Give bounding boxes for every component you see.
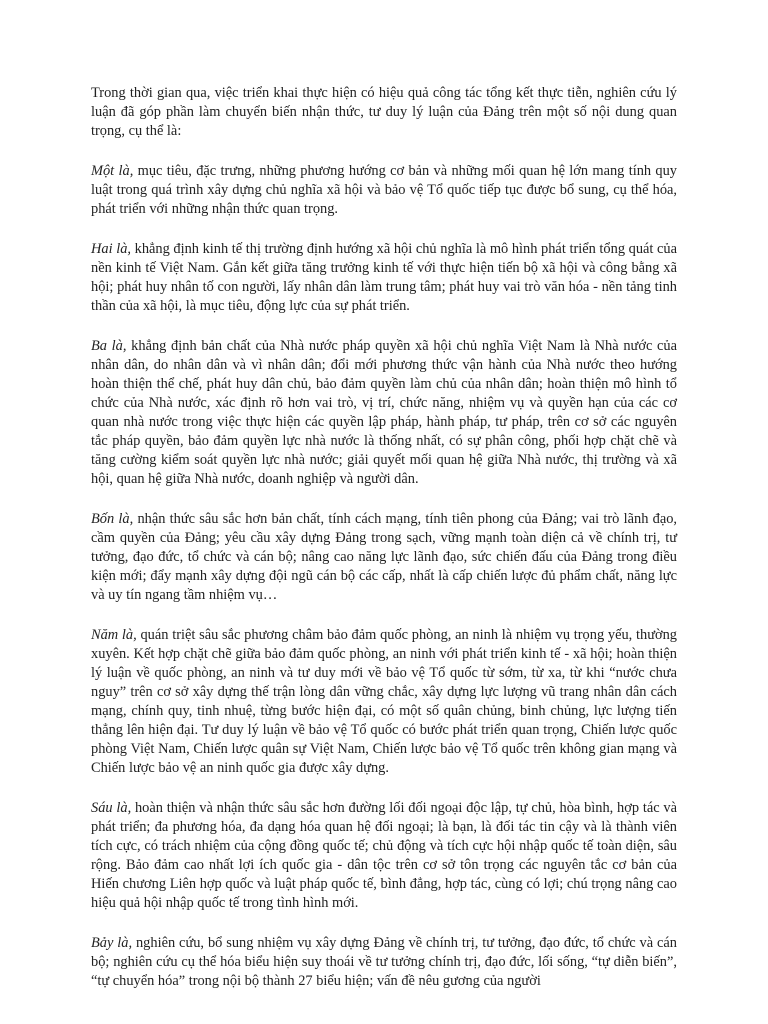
paragraph-lead: Bốn là, [91, 511, 134, 527]
paragraph-lead: Năm là, [91, 627, 137, 643]
paragraph-text: hoàn thiện và nhận thức sâu sắc hơn đường lối đối ngoại độc lập, tự chủ, hòa bình, hợp tác và phát triển; đa phương hóa, đa dạng hóa quan hệ đối ngoại; là bạn, là đối tác tin cậy và là thành viên tích cực, có trách nhiệm của cộng đồng quốc tế; chủ động và tích cực hội nhập quốc tế toàn diện, sâu rộng. Bảo đảm cao nhất lợi ích quốc gia - dân tộc trên cơ sở tôn trọng các nguyên tắc cơ bản của Hiến chương Liên hợp quốc và luật pháp quốc tế, bình đẳng, hợp tác, cùng có lợi; chú trọng nâng cao hiệu quả hội nhập quốc tế trong tình hình mới. [91, 800, 677, 911]
paragraph-text: khẳng định bản chất của Nhà nước pháp quyền xã hội chủ nghĩa Việt Nam là Nhà nước của nhân dân, do nhân dân và vì nhân dân; đổi mới phương thức vận hành của Nhà nước theo hướng hoàn thiện thể chế, phát huy dân chủ, bảo đảm quyền làm chủ của nhân dân; hoàn thiện mô hình tổ chức của Nhà nước, xác định rõ hơn vai trò, vị trí, chức năng, nhiệm vụ và quyền hạn của các cơ quan nhà nước trong việc thực hiện các quyền lập pháp, hành pháp, tư pháp, trên cơ sở các nguyên tắc pháp quyền, bảo đảm quyền lực nhà nước là thống nhất, có sự phân công, phối hợp chặt chẽ và tăng cường kiểm soát quyền lực nhà nước; giải quyết mối quan hệ giữa Nhà nước, thị trường và xã hội, quan hệ giữa Nhà nước, doanh nghiệp và người dân. [91, 338, 677, 487]
paragraph-2 [91, 240, 677, 316]
paragraph-text: mục tiêu, đặc trưng, những phương hướng cơ bản và những mối quan hệ lớn mang tính quy luật trong quá trình xây dựng chủ nghĩa xã hội và bảo vệ Tổ quốc tiếp tục được bổ sung, cụ thể hóa, phát triển với những nhận thức quan trọng. [91, 163, 677, 217]
document-body [91, 84, 677, 1012]
paragraph-lead: Sáu là, [91, 800, 132, 816]
paragraph-lead: Bảy là, [91, 935, 133, 951]
paragraph-1 [91, 162, 677, 219]
paragraph-lead: Ba là, [91, 338, 127, 354]
paragraph-5 [91, 626, 677, 778]
paragraph-text: quán triệt sâu sắc phương châm bảo đảm quốc phòng, an ninh là nhiệm vụ trọng yếu, thường xuyên. Kết hợp chặt chẽ giữa bảo đảm quốc phòng, an ninh với phát triển kinh tế - xã hội; hoàn thiện lý luận về quốc phòng, an ninh và tư duy mới về bảo vệ Tổ quốc từ sớm, từ xa, từ khi “nước chưa nguy” trên cơ sở xây dựng thế trận lòng dân vững chắc, xây dựng lực lượng vũ trang nhân dân cách mạng, chính quy, tinh nhuệ, từng bước hiện đại, có một số quân chủng, binh chủng, lực lượng tiến thẳng lên hiện đại. Tư duy lý luận về bảo vệ Tổ quốc có bước phát triển quan trọng, Chiến lược quốc phòng Việt Nam, Chiến lược quân sự Việt Nam, Chiến lược bảo vệ Tổ quốc trên không gian mạng và Chiến lược bảo vệ an ninh quốc gia được xây dựng. [91, 627, 678, 776]
paragraph-lead: Hai là, [91, 241, 131, 257]
paragraph-text: khẳng định kinh tế thị trường định hướng xã hội chủ nghĩa là mô hình phát triển tổng quát của nền kinh tế Việt Nam. Gắn kết giữa tăng trưởng kinh tế với thực hiện tiến bộ xã hội và công bằng xã hội; phát huy nhân tố con người, lấy nhân dân làm trung tâm; phát huy vai trò văn hóa - nền tảng tinh thần của xã hội, là mục tiêu, động lực của sự phát triển. [91, 241, 677, 314]
intro-paragraph: Trong thời gian qua, việc triển khai thực hiện có hiệu quả công tác tổng kết thực tiễn, nghiên cứu lý luận đã góp phần làm chuyển biến nhận thức, tư duy lý luận của Đảng trên một số nội dung quan trọng, cụ thể là: [91, 85, 677, 139]
paragraph-text: nghiên cứu, bổ sung nhiệm vụ xây dựng Đảng về chính trị, tư tưởng, đạo đức, tổ chức và cán bộ; nghiên cứu cụ thể hóa biểu hiện suy thoái về tư tưởng chính trị, đạo đức, lối sống, “tự diễn biến”, “tự chuyển hóa” trong nội bộ thành 27 biểu hiện; vấn đề nêu gương của người [91, 935, 678, 989]
paragraph-4 [91, 510, 677, 605]
paragraph-7 [91, 934, 677, 991]
paragraph-6 [91, 799, 677, 913]
paragraph-lead: Một là, [91, 163, 134, 179]
paragraph-3 [91, 337, 677, 489]
paragraph-text: nhận thức sâu sắc hơn bản chất, tính cách mạng, tính tiên phong của Đảng; vai trò lãnh đạo, cầm quyền của Đảng; yêu cầu xây dựng Đảng trong sạch, vững mạnh toàn diện cả về chính trị, tư tưởng, đạo đức, tổ chức và cán bộ; nâng cao năng lực lãnh đạo, sức chiến đấu của Đảng trong điều kiện mới; đẩy mạnh xây dựng đội ngũ cán bộ các cấp, nhất là cấp chiến lược đủ phẩm chất, năng lực và uy tín ngang tầm nhiệm vụ… [91, 511, 677, 603]
